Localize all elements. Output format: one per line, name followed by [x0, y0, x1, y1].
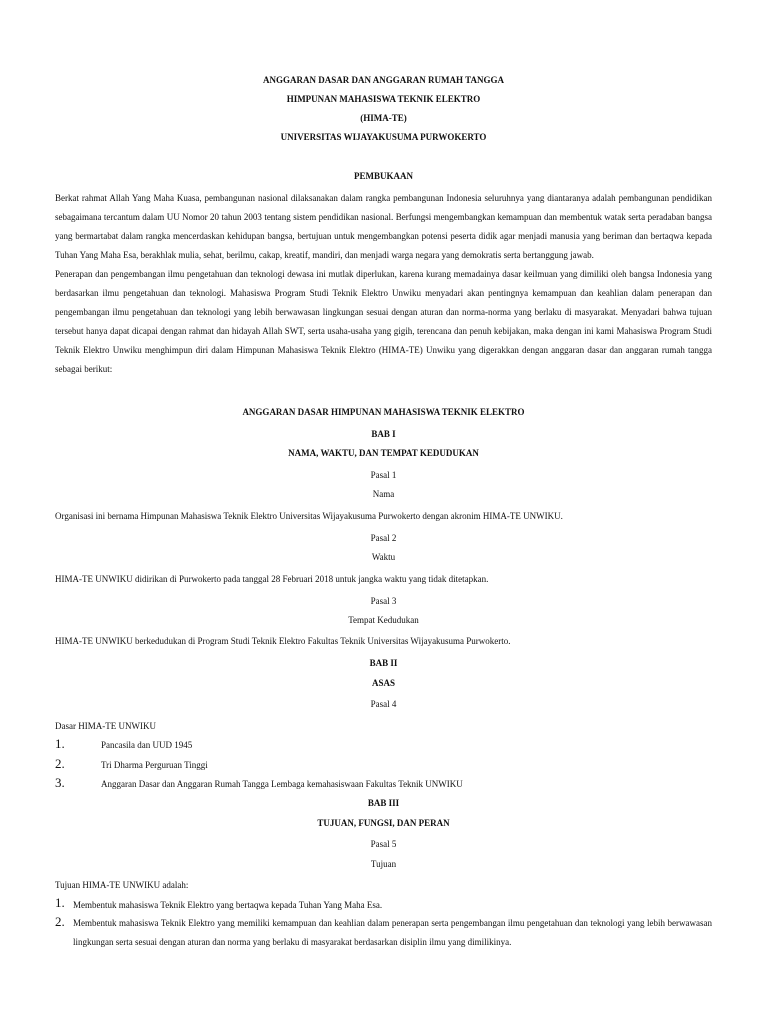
list-item: Membentuk mahasiswa Teknik Elektro yang memiliki kemampuan dan keahlian dalam penerapan serta pengembangan ilmu pengetahuan dan teknologi yang lebih berwawasan lingkungan serta sesuai dengan aturan dan norma yang berlaku di masyarakat berdasarkan disiplin ilmu yang dimilikinya.: [73, 918, 712, 947]
pasal-3-text: HIMA-TE UNWIKU berkedudukan di Program Studi Teknik Elektro Fakultas Teknik Universitas Wijayakusuma Purwokerto.: [55, 636, 511, 646]
list-number: 1.: [55, 736, 65, 751]
bab-2-label: BAB II: [369, 658, 398, 668]
bab-2-title: ASAS: [371, 678, 395, 688]
pasal-2-label: Pasal 2: [370, 533, 397, 543]
list-number: 3.: [55, 775, 65, 790]
list-number: 2.: [55, 914, 65, 929]
pasal-4-label: Pasal 4: [370, 699, 397, 709]
pasal-3-label: Pasal 3: [370, 596, 397, 606]
doc-title-line-4: UNIVERSITAS WIJAYAKUSUMA PURWOKERTO: [280, 132, 487, 142]
anggaran-dasar-heading: ANGGARAN DASAR HIMPUNAN MAHASISWA TEKNIK ELEKTRO: [242, 407, 525, 417]
list-item: Anggaran Dasar dan Anggaran Rumah Tangga Lembaga kemahasiswaan Fakultas Teknik UNWIKU: [101, 779, 463, 789]
pasal-5-title: Tujuan: [370, 859, 397, 869]
pembukaan-paragraph-2: Penerapan dan pengembangan ilmu pengetahuan dan teknologi dewasa ini mutlak diperlukan, karena kurang memadainya dasar keilmuan yang dimiliki oleh bangsa Indonesia yang berdasarkan ilmu pengetahuan dan teknologi. Mahasiswa Program Studi Teknik Elektro Unwiku menyadari akan pentingnya kemampuan dan keahlian dalam penerapan dan pengembangan ilmu pengetahuan dan teknologi yang lebih berwawasan lingkungan sesuai dengan aturan dan norma-norma yang berlaku di masyarakat. Menyadari bahwa tujuan tersebut hanya dapat dicapai dengan rahmat dan hidayah Allah SWT, serta usaha-usaha yang gigih, terencana dan penuh kebijakan, maka dengan ini kami Mahasiswa Program Studi Teknik Elektro Unwiku menghimpun diri dalam Himpunan Mahasiswa Teknik Elektro (HIMA-TE) Unwiku yang digerakkan dengan anggaran dasar dan anggaran rumah tangga sebagai berikut:: [55, 269, 712, 374]
list-number: 2.: [55, 756, 65, 771]
pasal-2-text: HIMA-TE UNWIKU didirikan di Purwokerto pada tanggal 28 Februari 2018 untuk jangka waktu yang tidak ditetapkan.: [55, 574, 489, 584]
doc-title-line-2: HIMPUNAN MAHASISWA TEKNIK ELEKTRO: [286, 94, 481, 104]
bab-1-label: BAB I: [371, 429, 396, 439]
bab-3-title: TUJUAN, FUNGSI, DAN PERAN: [317, 818, 450, 828]
doc-title-line-3: (HIMA-TE): [360, 113, 407, 123]
list-item: Pancasila dan UUD 1945: [101, 740, 193, 750]
pasal-3-title: Tempat Kedudukan: [348, 615, 419, 625]
doc-title-line-1: ANGGARAN DASAR DAN ANGGARAN RUMAH TANGGA: [263, 75, 504, 85]
pasal-1-title: Nama: [372, 489, 395, 499]
list-item: Tri Dharma Perguruan Tinggi: [101, 760, 208, 770]
pasal-1-label: Pasal 1: [370, 470, 397, 480]
pasal-1-text: Organisasi ini bernama Himpunan Mahasiswa Teknik Elektro Universitas Wijayakusuma Purwokerto dengan akronim HIMA-TE UNWIKU.: [55, 511, 563, 521]
pembukaan-heading: PEMBUKAAN: [354, 171, 413, 181]
pasal-5-intro: Tujuan HIMA-TE UNWIKU adalah:: [55, 880, 189, 890]
pasal-4-intro: Dasar HIMA-TE UNWIKU: [55, 721, 156, 731]
pasal-5-label: Pasal 5: [370, 839, 397, 849]
list-item: Membentuk mahasiswa Teknik Elektro yang bertaqwa kepada Tuhan Yang Maha Esa.: [73, 900, 383, 910]
bab-3-label: BAB III: [367, 798, 400, 808]
pembukaan-paragraph-1: Berkat rahmat Allah Yang Maha Kuasa, pembangunan nasional dilaksanakan dalam rangka pembangunan Indonesia seluruhnya yang diantaranya adalah pembangunan pendidikan sebagaimana tercantum dalam UU Nomor 20 tahun 2003 tentang sistem pendidikan nasional. Berfungsi mengembangkan kemampuan dan membentuk watak serta peradaban bangsa yang bermartabat dalam rangka mencerdaskan kehidupan bangsa, bertujuan untuk mengembangkan potensi peserta didik agar menjadi manusia yang beriman dan bertaqwa kepada Tuhan Yang Maha Esa, berakhlak mulia, sehat, berilmu, cakap, kreatif, mandiri, dan menjadi warga negara yang demokratis serta bertanggung jawab.: [55, 193, 712, 260]
pasal-2-title: Waktu: [371, 552, 396, 562]
bab-1-title: NAMA, WAKTU, DAN TEMPAT KEDUDUKAN: [288, 448, 479, 458]
list-number: 1.: [55, 895, 65, 910]
